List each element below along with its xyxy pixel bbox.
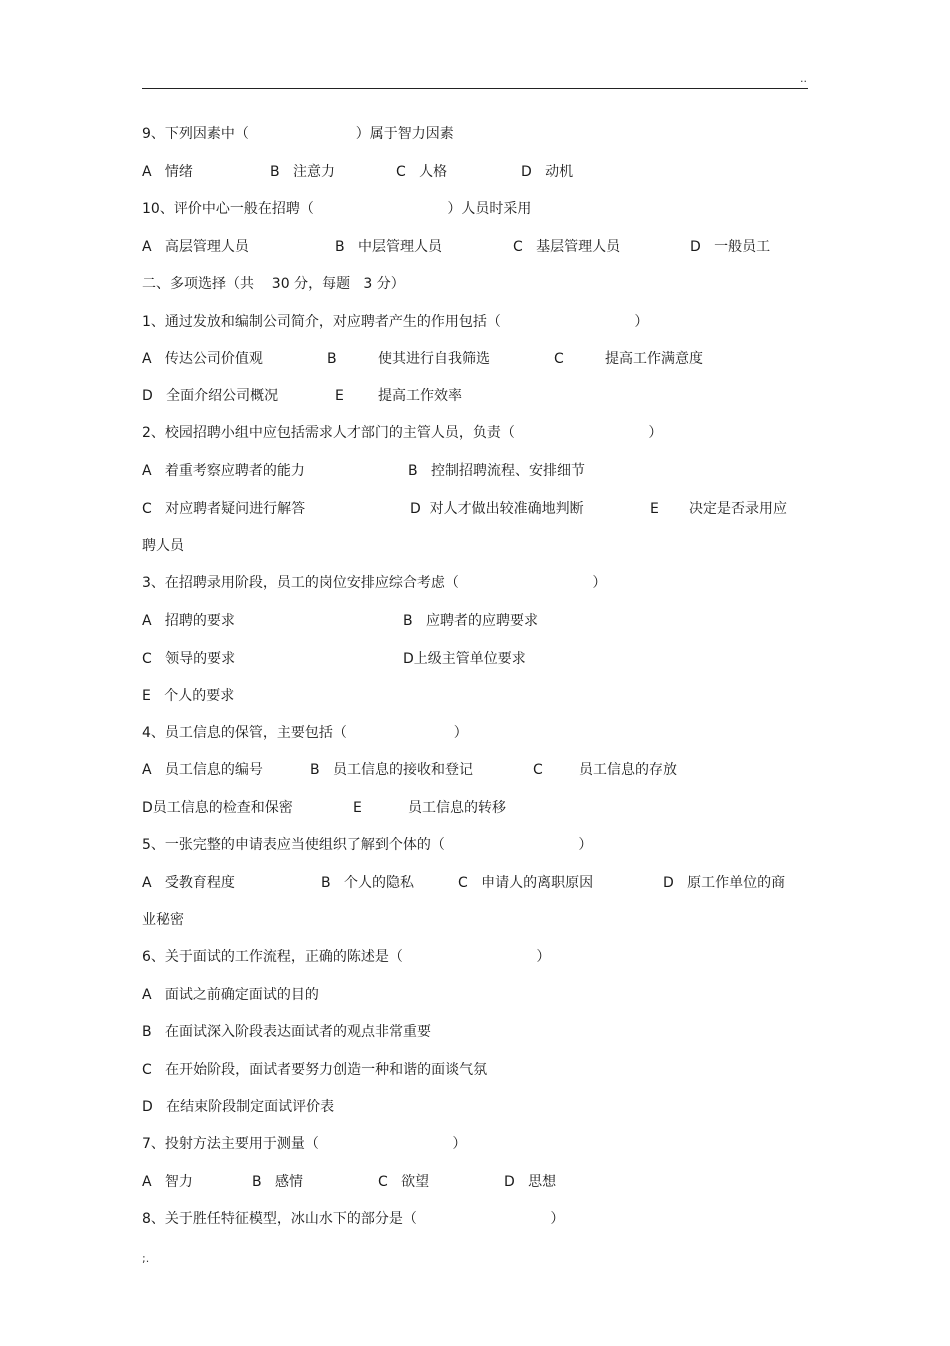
multi-2-option-e-continued: 聘人员 [142, 538, 184, 554]
multi-1-option-e-text: 提高工作效率 [378, 388, 462, 404]
multi-3-option-c: C 领导的要求 [142, 651, 236, 667]
multi-1-option-c-text: 提高工作满意度 [605, 351, 703, 367]
multi-1-option-b-letter: B [327, 351, 337, 367]
multi-4-stem: 4、员工信息的保管，主要包括（ ） [142, 725, 468, 741]
multi-6-option-d: D 在结束阶段制定面试评价表 [142, 1099, 335, 1115]
multi-6-option-a: A 面试之前确定面试的目的 [142, 987, 319, 1003]
multi-3-option-b: B 应聘者的应聘要求 [403, 613, 538, 629]
multi-4-option-e-letter: E [353, 800, 362, 816]
multi-4-option-c-text: 员工信息的存放 [579, 762, 677, 778]
multi-5-option-d-continued: 业秘密 [142, 912, 184, 928]
multi-3-stem: 3、在招聘录用阶段，员工的岗位安排应综合考虑（ ） [142, 575, 607, 591]
multi-2-option-d: D 对人才做出较准确地判断 [410, 501, 584, 517]
multi-7-option-a: A 智力 [142, 1174, 193, 1190]
question-10-option-d: D 一般员工 [690, 239, 771, 255]
multi-4-option-b: B 员工信息的接收和登记 [310, 762, 473, 778]
question-10-option-a: A 高层管理人员 [142, 239, 249, 255]
multi-2-stem: 2、校园招聘小组中应包括需求人才部门的主管人员，负责（ ） [142, 425, 663, 441]
multi-4-option-c-letter: C [533, 762, 543, 778]
multi-2-option-e-letter: E [650, 501, 659, 517]
multi-5-stem: 5、一张完整的申请表应当使组织了解到个体的（ ） [142, 837, 593, 853]
multi-6-option-b: B 在面试深入阶段表达面试者的观点非常重要 [142, 1024, 431, 1040]
question-9-option-a: A 情绪 [142, 164, 193, 180]
multi-7-option-b: B 感情 [252, 1174, 303, 1190]
multi-2-option-e-text: 决定是否录用应 [689, 501, 787, 517]
multi-1-option-c-letter: C [554, 351, 564, 367]
header-rule [142, 88, 808, 89]
section-2-title: 二、多项选择（共 30 分，每题 3 分） [142, 276, 405, 292]
multi-7-option-c: C 欲望 [378, 1174, 430, 1190]
multi-2-option-b: B 控制招聘流程、安排细节 [408, 463, 585, 479]
multi-8-stem: 8、关于胜任特征模型，冰山水下的部分是（ ） [142, 1211, 565, 1227]
multi-1-option-e-letter: E [335, 388, 344, 404]
multi-6-option-c: C 在开始阶段，面试者要努力创造一种和谐的面谈气氛 [142, 1062, 488, 1078]
header-mark: .. [800, 72, 807, 85]
multi-1-option-a: A 传达公司价值观 [142, 351, 263, 367]
multi-1-option-d: D 全面介绍公司概况 [142, 388, 279, 404]
question-9-option-d: D 动机 [521, 164, 574, 180]
question-10-option-c: C 基层管理人员 [513, 239, 621, 255]
multi-4-option-e-text: 员工信息的转移 [408, 800, 506, 816]
multi-3-option-d: D上级主管单位要求 [403, 651, 526, 667]
multi-4-option-a: A 员工信息的编号 [142, 762, 263, 778]
question-9-option-c: C 人格 [396, 164, 448, 180]
multi-4-option-d: D员工信息的检查和保密 [142, 800, 293, 816]
multi-1-option-b-text: 使其进行自我筛选 [378, 351, 490, 367]
multi-2-option-a: A 着重考察应聘者的能力 [142, 463, 305, 479]
multi-2-option-c: C 对应聘者疑问进行解答 [142, 501, 306, 517]
question-9-option-b: B 注意力 [270, 164, 335, 180]
question-9-stem: 9、下列因素中（ ）属于智力因素 [142, 126, 454, 142]
multi-3-option-e: E 个人的要求 [142, 688, 235, 704]
multi-3-option-a: A 招聘的要求 [142, 613, 235, 629]
multi-6-stem: 6、关于面试的工作流程，正确的陈述是（ ） [142, 949, 551, 965]
footer-mark: ;. [142, 1252, 150, 1265]
question-10-stem: 10、评价中心一般在招聘（ ）人员时采用 [142, 201, 532, 217]
multi-5-option-a: A 受教育程度 [142, 875, 235, 891]
multi-1-stem: 1、通过发放和编制公司简介，对应聘者产生的作用包括（ ） [142, 314, 649, 330]
multi-7-option-d: D 思想 [504, 1174, 557, 1190]
multi-5-option-b: B 个人的隐私 [321, 875, 414, 891]
multi-5-option-c: C 申请人的离职原因 [458, 875, 594, 891]
multi-5-option-d: D 原工作单位的商 [663, 875, 786, 891]
multi-7-stem: 7、投射方法主要用于测量（ ） [142, 1136, 467, 1152]
question-10-option-b: B 中层管理人员 [335, 239, 442, 255]
